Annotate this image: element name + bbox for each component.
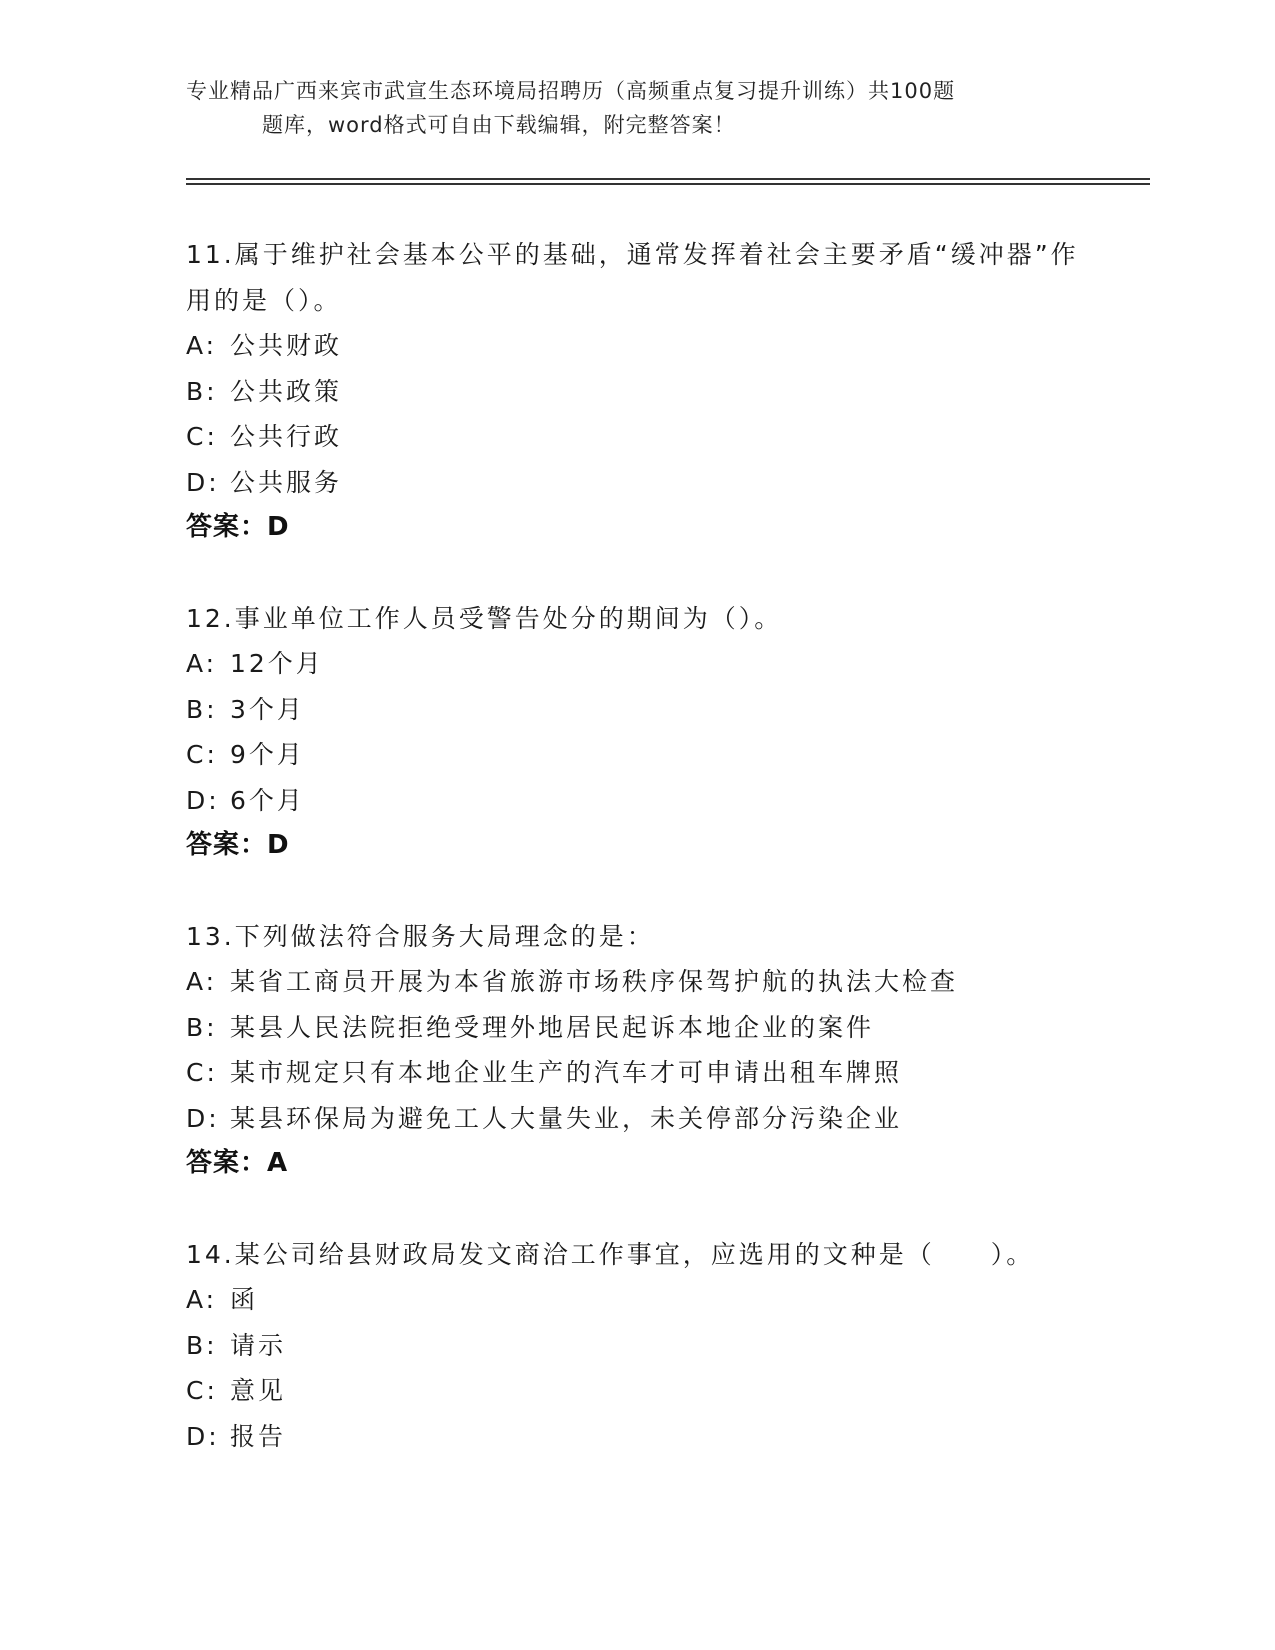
option-letter: A: [186, 1285, 218, 1314]
option-text: 公共服务 [230, 467, 343, 497]
option-letter: D: [186, 1103, 220, 1133]
option-b [186, 369, 1146, 415]
question-stem: 14.某公司给县财政局发文商洽工作事宜，应选用的文种是（ ）。 [186, 1239, 1035, 1269]
answer-label: 答案：A [186, 1148, 289, 1178]
option-letter: B: [186, 376, 218, 406]
question-12 [186, 596, 1146, 869]
question-stem: 13.下列做法符合服务大局理念的是： [186, 921, 655, 951]
option-c [186, 1050, 1146, 1096]
option-text: 某县环保局为避免工人大量失业，未关停部分污染企业 [230, 1103, 903, 1133]
option-letter: C: [186, 422, 218, 451]
option-letter: C: [186, 1058, 218, 1087]
option-text: 某市规定只有本地企业生产的汽车才可申请出租车牌照 [230, 1058, 903, 1087]
option-b [186, 1005, 1146, 1051]
question-stem: 12.事业单位工作人员受警告处分的期间为（）。 [186, 603, 783, 633]
question-13 [186, 914, 1146, 1187]
document-header [186, 74, 1086, 142]
option-letter: C: [186, 740, 218, 769]
question-11 [186, 232, 1146, 551]
option-a [186, 959, 1146, 1005]
option-a [186, 323, 1146, 369]
header-divider-bottom [186, 183, 1150, 185]
header-divider-top [186, 178, 1150, 180]
header-title-line1: 专业精品广西来宾市武宣生态环境局招聘历（高频重点复习提升训练）共100题 [186, 79, 956, 103]
option-c [186, 1368, 1146, 1414]
option-a [186, 1277, 1146, 1323]
option-text: 请示 [230, 1330, 287, 1360]
option-text: 公共行政 [230, 422, 343, 451]
option-text: 函 [230, 1285, 259, 1314]
option-d [186, 460, 1146, 506]
option-text: 6个月 [230, 785, 305, 815]
option-text: 报告 [230, 1421, 287, 1451]
option-text: 9个月 [230, 740, 305, 769]
option-d [186, 1414, 1146, 1460]
option-letter: A: [186, 967, 218, 996]
option-b [186, 1323, 1146, 1369]
option-letter: B: [186, 1012, 218, 1042]
option-text: 公共财政 [230, 331, 343, 360]
option-letter: A: [186, 649, 218, 678]
option-letter: D: [186, 467, 220, 497]
option-text: 3个月 [230, 694, 305, 724]
option-letter: B: [186, 694, 218, 724]
question-14 [186, 1232, 1146, 1460]
option-b [186, 687, 1146, 733]
option-text: 12个月 [230, 649, 324, 678]
answer-label: 答案：D [186, 512, 290, 542]
option-letter: D: [186, 1421, 220, 1451]
option-text: 某省工商员开展为本省旅游市场秩序保驾护航的执法大检查 [230, 967, 959, 996]
option-a [186, 641, 1146, 687]
option-letter: D: [186, 785, 220, 815]
option-d [186, 1096, 1146, 1142]
header-title-line2: 题库，word格式可自由下载编辑，附完整答案！ [262, 113, 736, 137]
option-letter: A: [186, 331, 218, 360]
option-d [186, 778, 1146, 824]
option-c [186, 414, 1146, 460]
option-text: 意见 [230, 1376, 287, 1405]
option-text: 公共政策 [230, 376, 343, 406]
option-letter: B: [186, 1330, 218, 1360]
answer-label: 答案：D [186, 830, 290, 860]
option-text: 某县人民法院拒绝受理外地居民起诉本地企业的案件 [230, 1012, 875, 1042]
question-stem: 11.属于维护社会基本公平的基础，通常发挥着社会主要矛盾“缓冲器”作用的是（）。 [186, 240, 1079, 315]
question-list [186, 232, 1146, 1504]
option-c [186, 732, 1146, 778]
option-letter: C: [186, 1376, 218, 1405]
